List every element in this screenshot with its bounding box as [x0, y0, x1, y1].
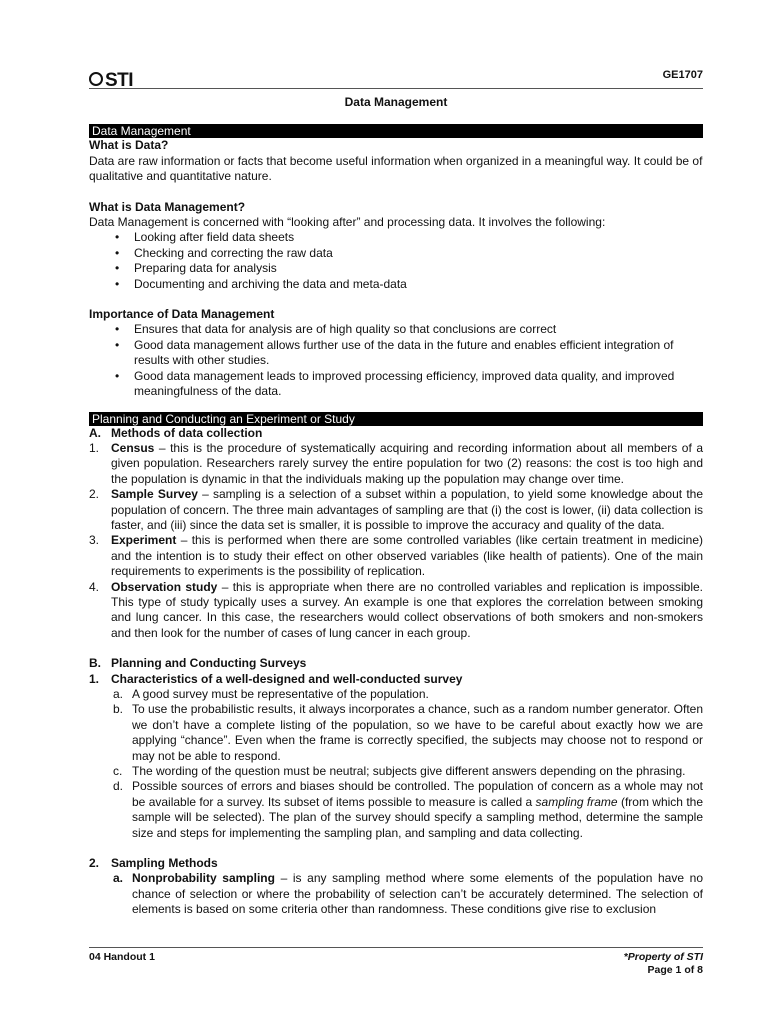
footer-right [624, 951, 703, 977]
list-item: b. To use the probabilistic results, it always incorporates a chance, such as a random number generator. Often we don’t have a complete listing of the population, so we have to be careful about exactly how we are applying “chance”. Even when the frame is correctly specified, the subjects may choose not to respond or may not be able to respond. [113, 702, 703, 763]
list-item: • Documenting and archiving the data and meta-data [89, 277, 703, 292]
list-item: • Preparing data for analysis [89, 261, 703, 276]
page-footer [89, 947, 703, 976]
heading-what-is-data: What is Data? [89, 138, 169, 153]
page-number: Page 1 of 8 [647, 964, 703, 976]
list-item: • Good data management allows further use of the data in the future and enables efficient integration of results with other studies. [89, 338, 703, 369]
page-header [89, 60, 703, 89]
logo-mark-icon [89, 72, 103, 86]
list-item-sample-survey: 2. Sample Survey – sampling is a selection of a subset within a population, to yield some knowledge about the population of concern. The three main advantages of sampling are that (i) the cost is lower, (ii) data collection is faster, and (iii) since the data set is smaller, it is possible to improve the accuracy and quality of the data. [89, 487, 703, 532]
logo-text: STI [105, 69, 134, 91]
handout-label: 04 Handout 1 [89, 951, 155, 963]
heading-sampling-methods: 2. Sampling Methods [89, 856, 218, 871]
list-item: a. A good survey must be representative of the population. [113, 687, 429, 701]
property-label: *Property of STI [623, 951, 703, 963]
heading-methods: A. Methods of data collection [89, 425, 263, 440]
course-code: GE1707 [662, 68, 703, 81]
list-item: c. The wording of the question must be neutral; subjects give different answers depending on the phrasing. [113, 764, 686, 779]
list-item-observation-study: 4. Observation study – this is appropriate when there are no controlled variables and replication is impossible. This type of study typically uses a survey. An example is one that explores the correlation between smoking and lung cancer. In this case, the researchers would collect observations of both smokers and non-smokers and then look for the number of cases of lung cancer in each group. [89, 579, 704, 640]
section-bar-data-management: Data Management [89, 124, 703, 138]
list-item: • Checking and correcting the raw data [89, 246, 703, 261]
list-item: • Good data management leads to improved processing efficiency, improved data quality, and improved meaningfulness of the data. [89, 369, 703, 400]
paragraph-what-is-dm: Data Management is concerned with “looking after” and processing data. It involves the following: [89, 215, 606, 230]
document-page [89, 60, 703, 918]
document-title: Data Management [344, 95, 448, 109]
list-item-census: 1. Census – this is the procedure of systematically acquiring and recording information about all members of a given population. Researchers rarely survey the entire population for two (2) reasons: the cost is too high and the population is dynamic in that the individuals making up the population may change over time. [89, 440, 703, 486]
dm-list [89, 230, 703, 292]
heading-importance: Importance of Data Management [89, 307, 275, 322]
list-item: • Ensures that data for analysis are of high quality so that conclusions are correct [89, 322, 703, 337]
heading-surveys: B. Planning and Conducting Surveys [89, 656, 307, 671]
section-bar-planning: Planning and Conducting an Experiment or Study [89, 412, 703, 426]
heading-characteristics: 1. Characteristics of a well-designed and well-conducted survey [89, 671, 463, 686]
paragraph-what-is-data: Data are raw information or facts that become useful information when organized in a meaningful way. It could be of qualitative and quantitative nature. [89, 153, 703, 184]
list-item-nonprobability: a. Nonprobability sampling – is any sampling method where some elements of the population have no chance of selection or where the probability of selection can’t be accurately determined. The selection of elements is based on some criteria other than randomness. These conditions give rise to exclusion [113, 871, 703, 917]
list-item-experiment: 3. Experiment – this is performed when there are some controlled variables (like certain treatment in medicine) and the intention is to study their effect on other observed variables (like health of patients). One of the main requirements to experiments is the possibility of replication. [89, 533, 703, 579]
list-item: • Looking after field data sheets [89, 230, 703, 245]
heading-what-is-dm: What is Data Management? [89, 199, 246, 214]
sti-logo [89, 69, 134, 91]
importance-list [89, 322, 703, 399]
list-item: d. Possible sources of errors and biases should be controlled. The population of concern as a whole may not be available for a survey. Its subset of items possible to measure is called a sampling frame (from which the sample will be selected). The plan of the survey should specify a sampling method, determine the sample size and steps for implementing the sampling plan, and sampling and data collecting. [113, 779, 703, 840]
